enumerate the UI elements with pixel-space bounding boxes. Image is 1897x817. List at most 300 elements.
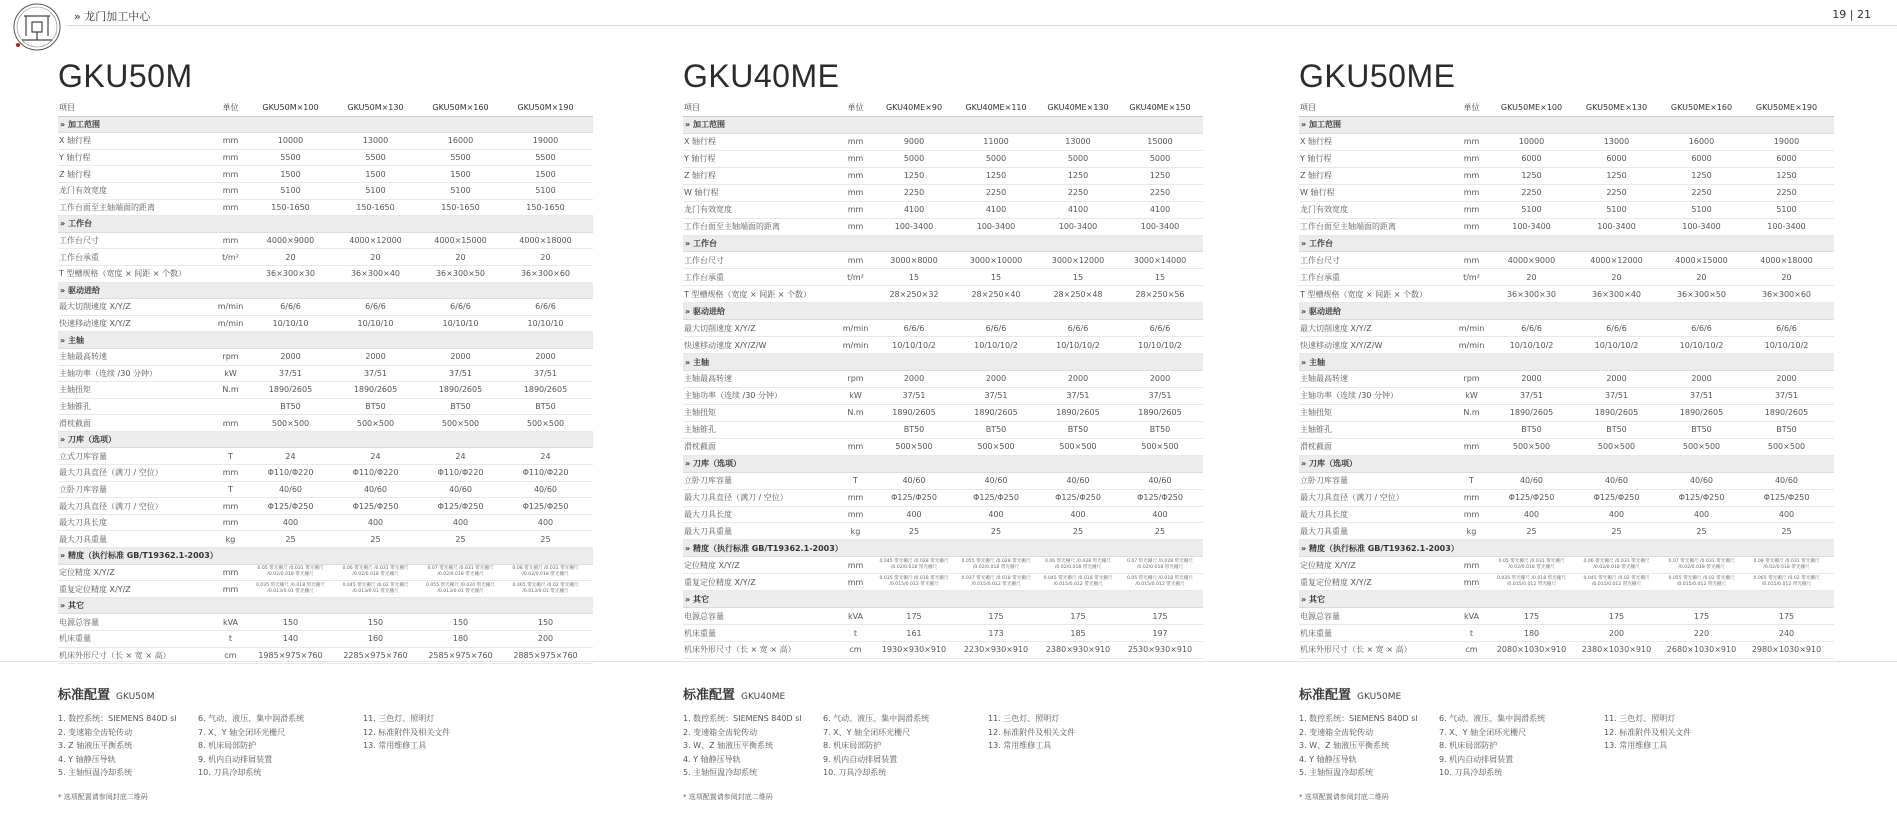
row-value: 40/60 [1689,476,1714,486]
row-value: 100-3400 [1512,222,1551,232]
row-value: Φ110/Φ220 [522,468,569,478]
row-value: 200 [1608,628,1625,638]
header-model-variant: GKU50M×100 [262,103,319,113]
row-label: 主轴最高转速 [59,352,107,362]
row-value: 0.045 带光栅尺 /0.018 带光栅尺 /0.015/0.012 带光栅尺 [1043,576,1113,588]
row-value: 0.035 带光栅尺 /0.018 带光栅尺 /0.013/0.01 带光栅尺 [256,583,325,595]
header-unit: 单位 [1463,103,1480,113]
category-row [58,283,593,300]
row-unit: m/min [842,323,869,333]
category-row [683,591,1203,608]
row-value: 1250 [1606,171,1627,181]
row-label: 最大刀具直径（满刀 / 空位） [684,493,788,503]
category-label: » 精度（执行标准 GB/T19362.1-2003） [60,551,218,561]
category-row [1299,354,1834,371]
row-label: 主轴最高转速 [1300,374,1348,384]
table-row [683,405,1203,422]
row-value: 9000 [903,137,925,147]
row-value: 20 [285,252,296,262]
config-title [58,684,154,703]
row-value: 37/51 [278,368,303,378]
row-unit: mm [847,222,864,232]
row-value: 500×500 [1682,442,1721,452]
config-model: GKU50M [116,692,155,702]
row-value: 24 [370,451,381,461]
row-value: 1890/2605 [1764,408,1809,418]
config-item: 4. Y 轴静压导轨 [58,754,116,764]
row-value: 37/51 [363,368,388,378]
row-value: 1500 [535,169,556,179]
row-value: 2000 [365,352,386,362]
category-row [58,216,593,233]
row-value: 37/51 [1066,391,1090,401]
row-value: 10/10/10 [442,319,479,329]
row-unit: t [228,634,233,644]
row-unit: rpm [222,352,239,362]
row-value: 28×250×32 [889,289,939,299]
row-value: 140 [282,634,299,644]
row-value: 160 [367,634,384,644]
category-label: » 驱动进给 [685,306,725,316]
row-value: 5500 [450,153,471,163]
row-unit: t/m² [222,252,239,262]
row-value: 2885×975×760 [513,650,578,660]
config-model: GKU40ME [741,692,786,702]
row-value: 5500 [535,153,556,163]
row-value: 25 [1154,526,1166,536]
table-row [683,422,1203,439]
row-label: 机床外形尺寸（长 × 宽 × 高） [59,650,171,660]
row-unit: mm [847,509,864,519]
row-unit: mm [1463,205,1480,215]
row-value: 2080×1030×910 [1496,645,1567,655]
row-value: 100-3400 [1140,222,1180,232]
row-value: 6/6/6 [1606,323,1627,333]
row-unit [1454,286,1489,302]
row-label: T 型槽规格（宽度 × 间距 × 个数） [59,269,187,279]
logo-accent-dot [16,43,20,47]
row-value: 25 [1526,526,1537,536]
row-label: 主轴扭矩 [684,408,716,418]
row-label: 最大切削速度 X/Y/Z [1300,323,1372,333]
row-value: 36×300×30 [265,269,316,279]
row-value: 25 [370,534,381,544]
header-model-variant: GKU40ME×90 [885,103,943,113]
row-value: 25 [1696,526,1707,536]
row-unit: mm [847,154,864,164]
row-value: 0.065 带光栅尺 /0.02 带光栅尺 /0.013/0.01 带光栅尺 [512,583,579,595]
row-value: 6/6/6 [1776,323,1797,333]
config-item: 2. 变速箱全齿轮传动 [683,727,758,737]
row-label: 最大刀具长度 [1300,509,1348,519]
category-label: » 驱动进给 [1301,306,1341,316]
row-value: 4000×15000 [1675,255,1728,265]
row-value: 400 [1778,509,1795,519]
category-row [1299,236,1834,253]
row-value: 4000×15000 [434,236,487,246]
row-unit: mm [847,171,864,181]
row-unit: t [1469,628,1474,638]
row-value: 4100 [903,205,925,215]
config-item: 12. 标准附件及相关文件 [363,727,451,737]
config-item: 4. Y 轴静压导轨 [683,754,741,764]
config-item: 8. 机床局部防护 [823,741,882,750]
row-value: 1250 [1776,171,1797,181]
row-value: 3000×14000 [1133,255,1187,265]
row-value: 100-3400 [894,222,934,232]
row-label: X 轴行程 [1300,137,1333,147]
row-value: 0.045 带光栅尺 /0.02 带光栅尺 /0.015/0.012 带光栅尺 [1583,576,1650,588]
row-unit: mm [1463,442,1480,452]
row-value: 2000 [280,352,301,362]
row-value: 36×300×60 [520,269,571,279]
row-value: 197 [1152,628,1168,638]
row-value: 1250 [903,171,925,181]
config-column [823,713,929,781]
config-item: 11. 三色灯、照明灯 [988,714,1060,723]
row-label: 重复定位精度 X/Y/Z [1300,577,1372,587]
header-model-variant: GKU40ME×110 [965,103,1027,113]
row-value: 24 [455,451,466,461]
config-item: 10. 刀具冷却系统 [823,768,887,777]
category-row [1299,456,1834,473]
row-unit [838,286,873,302]
row-value: 25 [540,534,551,544]
row-label: Y 轴行程 [59,153,91,163]
category-row [683,117,1203,134]
row-value: Φ110/Φ220 [267,468,314,478]
table-row [1299,574,1834,591]
table-header-row [683,100,1203,117]
row-unit: mm [1463,577,1480,587]
category-label: » 加工范围 [1301,120,1341,130]
row-value: 150-1650 [271,202,310,212]
table-row [1299,151,1834,168]
config-column [198,713,304,781]
row-value: 100-3400 [1058,222,1098,232]
row-value: 6/6/6 [1067,323,1089,333]
table-row [683,642,1203,659]
category-label: » 工作台 [1301,238,1333,248]
table-row [58,200,593,217]
config-item: 13. 常用维修工具 [363,741,427,750]
category-row [1299,540,1834,557]
table-row [58,399,593,416]
row-value: 25 [1611,526,1622,536]
config-item: 12. 标准附件及相关文件 [1604,727,1692,737]
row-value: BT50 [1691,425,1712,435]
row-value: 5100 [1606,205,1627,215]
row-value: 10000 [277,136,304,146]
row-label: 工作台尺寸 [1300,255,1340,265]
row-label: 最大刀具长度 [59,518,107,528]
table-row [58,631,593,648]
category-label: » 其它 [1301,594,1325,604]
header-item: 项目 [1300,103,1316,113]
row-value: 15 [908,272,920,282]
breadcrumb[interactable]: » 龙门加工中心 [74,10,151,23]
row-value: 15 [990,272,1002,282]
row-value: 13000 [362,136,389,146]
row-label: 最大切削速度 X/Y/Z [684,323,756,333]
row-value: 0.045 带光栅尺 /0.028 带光栅尺 /0.02/0.018 带光栅尺 [879,559,949,571]
config-item: 8. 机床局部防护 [1439,741,1498,750]
table-row [683,574,1203,591]
config-item: 9. 机内自动排屑装置 [823,754,898,764]
row-unit: mm [1463,255,1480,265]
config-item: 1. 数控系统：SIEMENS 840D sl [58,714,177,723]
row-label: 最大刀具重量 [59,534,107,544]
row-label: X 轴行程 [684,137,717,147]
table-row [683,557,1203,574]
row-value: 1890/2605 [1056,408,1100,418]
row-unit: m/min [842,340,869,350]
table-row [1299,422,1834,439]
row-value: 1250 [1521,171,1542,181]
row-value: 1500 [280,169,301,179]
row-value: BT50 [280,401,301,411]
config-item: 10. 刀具冷却系统 [198,768,262,777]
row-value: 2230×930×910 [963,645,1029,655]
row-value: 3000×10000 [969,255,1023,265]
row-value: 220 [1693,628,1710,638]
row-label: 工作台面至主轴端面的距离 [1300,222,1396,232]
row-label: 重复定位精度 X/Y/Z [684,577,756,587]
row-label: 主轴扭矩 [1300,408,1332,418]
row-value: 19000 [532,136,559,146]
row-value: 37/51 [1604,391,1629,401]
row-value: 4100 [1067,205,1089,215]
row-value: 40/60 [1066,476,1090,486]
row-value: 1985×975×760 [258,650,323,660]
row-value: 240 [1778,628,1795,638]
row-value: 5100 [1691,205,1712,215]
header-item: 项目 [59,103,75,113]
table-row [1299,371,1834,388]
table-row [58,266,593,283]
row-value: 0.055 带光栅尺 /0.02 带光栅尺 /0.015/0.012 带光栅尺 [1668,576,1735,588]
table-row [683,202,1203,219]
row-unit: mm [847,560,864,570]
row-unit: m/min [1458,323,1485,333]
row-value: 10/10/10/2 [1138,340,1182,350]
row-label: 主轴锥孔 [684,425,716,435]
row-value: 1890/2605 [268,385,313,395]
row-value: 25 [285,534,296,544]
row-unit: mm [1463,509,1480,519]
row-value: 16000 [447,136,474,146]
row-unit: cm [224,650,237,660]
row-value: 175 [1070,611,1086,621]
footnote: * 选项配置请参阅封底二维码 [683,793,773,801]
row-unit: mm [847,442,864,452]
row-value: 13000 [1603,137,1630,147]
row-value: Φ110/Φ220 [437,468,484,478]
row-value: Φ125/Φ250 [1055,493,1101,503]
row-label: Y 轴行程 [1300,154,1332,164]
table-row [58,581,593,598]
config-column [1439,713,1545,781]
row-unit: m/min [217,319,244,329]
config-item: 6. 气动、液压、集中润滑系统 [823,714,930,723]
row-label: 机床重量 [59,634,91,644]
category-label: » 工作台 [60,219,92,229]
row-value: 400 [452,518,469,528]
row-value: 400 [1152,509,1168,519]
row-unit: T [228,451,233,461]
config-title [1299,684,1401,703]
row-value: 10/10/10/2 [1594,340,1639,350]
row-value: 10/10/10/2 [892,340,936,350]
row-unit: mm [222,468,239,478]
row-value: 10/10/10/2 [1056,340,1100,350]
row-value: 1890/2605 [1509,408,1554,418]
row-unit: kW [849,391,862,401]
row-label: X 轴行程 [59,136,92,146]
config-item: 9. 机内自动排屑装置 [198,754,273,764]
row-label: 龙门有效宽度 [1300,205,1348,215]
row-value: 2000 [1776,374,1797,384]
category-row [683,354,1203,371]
row-value: 4000×18000 [519,236,572,246]
table-row [683,490,1203,507]
config-item: 7. X、Y 轴全闭环光栅尺 [1439,727,1527,737]
row-value: 0.08 带光栅尺 /0.031 带光栅尺 /0.02/0.018 带光栅尺 [512,566,579,578]
row-value: 0.037 带光栅尺 /0.018 带光栅尺 /0.015/0.012 带光栅尺 [961,576,1031,588]
table-row [1299,320,1834,337]
row-value: 40/60 [363,484,388,494]
row-unit: mm [1463,560,1480,570]
row-label: 快速移动速度 X/Y/Z/W [684,340,767,350]
category-label: » 加工范围 [685,120,725,130]
row-value: 40/60 [1774,476,1799,486]
row-value: 500×500 [1512,442,1551,452]
header-model-variant: GKU50ME×160 [1670,103,1733,113]
row-label: 立式刀库容量 [59,451,107,461]
row-value: 100-3400 [1767,222,1806,232]
row-value: 1250 [1149,171,1171,181]
row-label: 主轴功率（连续 /30 分钟） [1300,391,1398,401]
row-label: 龙门有效宽度 [59,186,107,196]
header-model-variant: GKU50ME×100 [1500,103,1563,113]
row-value: 20 [1611,272,1622,282]
row-value: 2250 [1606,188,1627,198]
row-value: 150 [452,617,469,627]
row-unit: mm [222,501,239,511]
row-value: 10/10/10 [272,319,309,329]
row-value: 10/10/10 [527,319,564,329]
row-value: 20 [1696,272,1707,282]
row-value: 2250 [1067,188,1089,198]
row-label: 工作台面至主轴端面的距离 [684,222,780,232]
table-row [1299,405,1834,422]
row-label: 工作台承重 [684,272,724,282]
row-value: 175 [1152,611,1168,621]
config-model: GKU50ME [1357,692,1402,702]
row-label: 立卧刀库容量 [1300,476,1348,486]
table-row [683,337,1203,354]
row-value: 6/6/6 [985,323,1007,333]
row-value: Φ125/Φ250 [352,501,399,511]
table-row [1299,608,1834,625]
row-value: 5000 [1067,154,1089,164]
category-label: » 精度（执行标准 GB/T19362.1-2003） [685,543,843,553]
row-value: 24 [285,451,296,461]
page-number: 19 | 21 [1832,8,1871,21]
config-item: 4. Y 轴静压导轨 [1299,754,1357,764]
row-unit: rpm [847,374,864,384]
row-label: 快速移动速度 X/Y/Z/W [1300,340,1383,350]
row-value: 37/51 [1148,391,1172,401]
row-value: Φ125/Φ250 [522,501,569,511]
table-row [1299,202,1834,219]
category-row [58,548,593,565]
row-value: 36×300×40 [350,269,401,279]
row-unit [213,399,248,415]
row-value: BT50 [985,425,1007,435]
header-model-variant: GKU50ME×130 [1585,103,1648,113]
table-row [1299,286,1834,303]
row-value: 0.07 带光栅尺 /0.031 带光栅尺 /0.02/0.018 带光栅尺 [427,566,494,578]
row-value: BT50 [450,401,471,411]
row-value: 36×300×50 [435,269,486,279]
header-model-variant: GKU50M×160 [432,103,489,113]
table-row [1299,185,1834,202]
category-label: » 主轴 [1301,357,1325,367]
table-row [1299,337,1834,354]
table-row [1299,134,1834,151]
row-value: 400 [1523,509,1540,519]
table-row [683,523,1203,540]
table-row [683,507,1203,524]
row-value: 1250 [1691,171,1712,181]
row-value: 0.05 带光栅尺 /0.018 带光栅尺 /0.015/0.012 带光栅尺 [1126,576,1194,588]
row-value: 0.07 带光栅尺 /0.028 带光栅尺 /0.02/0.018 带光栅尺 [1126,559,1194,571]
config-column [1299,713,1418,781]
config-column [988,713,1075,754]
table-header-row [58,100,593,117]
row-value: 2250 [1776,188,1797,198]
row-value: 5500 [280,153,301,163]
row-value: 37/51 [902,391,926,401]
row-value: 6/6/6 [1691,323,1712,333]
row-label: 电源总容量 [1300,611,1340,621]
header-unit: 单位 [222,103,239,113]
row-label: 主轴锥孔 [59,401,91,411]
row-value: 1930×930×910 [881,645,947,655]
row-label: 主轴功率（连续 /30 分钟） [59,368,157,378]
row-unit: t/m² [1463,272,1480,282]
row-value: 5100 [365,186,386,196]
table-row [1299,473,1834,490]
table-row [683,219,1203,236]
row-unit: cm [849,645,862,655]
table-row [1299,490,1834,507]
row-value: Φ110/Φ220 [352,468,399,478]
table-row [58,648,593,665]
header-model-variant: GKU50M×190 [517,103,574,113]
table-row [1299,507,1834,524]
row-unit: kg [225,534,236,544]
row-label: 定位精度 X/Y/Z [1300,560,1356,570]
row-label: 机床外形尺寸（长 × 宽 × 高） [1300,645,1412,655]
config-item: 13. 常用维修工具 [988,741,1052,750]
row-unit: mm [1463,188,1480,198]
row-label: Z 轴行程 [1300,171,1333,181]
row-value: 40/60 [984,476,1008,486]
row-value: 0.07 带光栅尺 /0.031 带光栅尺 /0.02/0.018 带光栅尺 [1668,559,1735,571]
row-value: 20 [1781,272,1792,282]
